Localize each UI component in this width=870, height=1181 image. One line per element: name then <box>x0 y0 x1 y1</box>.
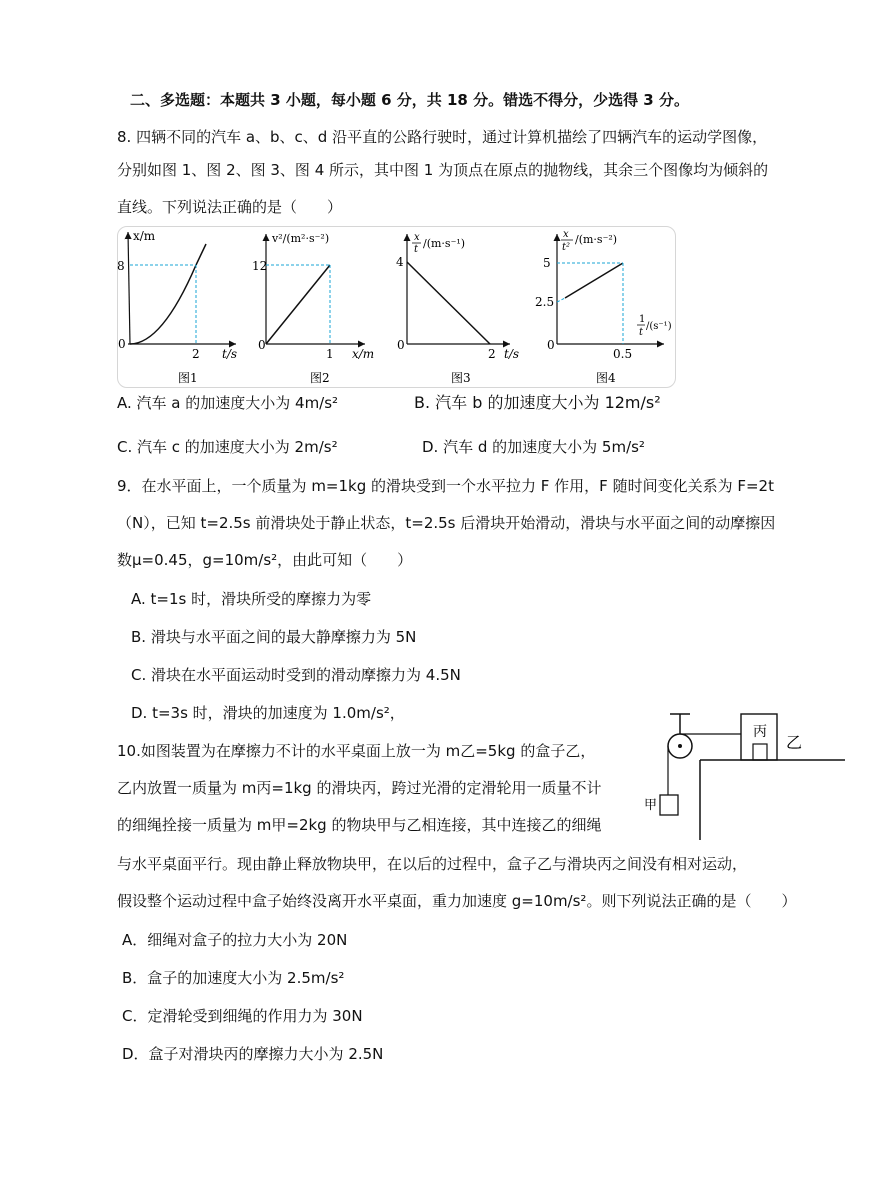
hanging-block <box>660 795 678 815</box>
fig1-xtick: 2 <box>192 347 200 361</box>
block-bing-label: 丙 <box>753 724 767 740</box>
q8-option-d[interactable]: D. 汽车 d 的加速度大小为 5m/s² <box>422 438 645 456</box>
box-yi-label: 乙 <box>786 733 803 752</box>
q10-stem-line1: 10.如图装置为在摩擦力不计的水平桌面上放一为 m乙=5kg 的盒子乙， <box>117 742 596 760</box>
figure-4 <box>535 229 672 385</box>
q8-stem-line2: 分别如图 1、图 2、图 3、图 4 所示，其中图 1 为顶点在原点的抛物线，其余三个图像均为倾斜的 <box>117 161 769 179</box>
fig3-ylabel-den: t <box>414 244 419 255</box>
q9-option-c[interactable]: C. 滑块在水平面运动时受到的滑动摩擦力为 4.5N <box>131 666 461 684</box>
q8-stem-line1: 8. 四辆不同的汽车 a、b、c、d 沿平直的公路行驶时，通过计算机描绘了四辆汽车的运动学图像， <box>117 128 768 146</box>
figure-3 <box>396 232 519 385</box>
hanging-block-label: 甲 <box>644 798 658 813</box>
fig3-ylabel-num: x <box>414 232 420 243</box>
q10-stem-line4: 与水平桌面平行。现由静止释放物块甲，在以后的过程中，盒子乙与滑块丙之间没有相对运动， <box>117 855 748 873</box>
q8-option-c[interactable]: C. 汽车 c 的加速度大小为 2m/s² <box>117 438 338 456</box>
fig4-xtick: 0.5 <box>613 347 633 361</box>
fig4-ylabel-unit: /(m·s⁻²) <box>575 233 618 246</box>
q10-option-b[interactable]: B．盒子的加速度大小为 2.5m/s² <box>122 969 345 987</box>
fig4-ytick-top: 5 <box>543 256 551 270</box>
q9-stem-line2: （N），已知 t=2.5s 前滑块处于静止状态，t=2.5s 后滑块开始滑动，滑块与水平面之间的动摩擦因 <box>117 514 776 532</box>
fig3-ytick: 4 <box>396 255 404 269</box>
fig4-line <box>565 263 623 298</box>
fig4-ylabel-num: x <box>563 229 569 240</box>
fig4-xlabel-num: 1 <box>639 314 646 325</box>
fig1-ylabel: x/m <box>133 229 156 243</box>
q9-stem-line3: 数μ=0.45，g=10m/s²，由此可知（ ） <box>117 551 413 569</box>
fig4-ytick-mid: 2.5 <box>535 295 555 309</box>
fig2-caption: 图2 <box>310 371 330 385</box>
fig2-xlabel: x/m <box>352 347 375 361</box>
fig1-ytick: 8 <box>117 259 125 273</box>
fig1-caption: 图1 <box>178 371 198 385</box>
fig1-parabola <box>130 244 206 344</box>
fig3-line <box>407 262 490 344</box>
section-heading: 二、多选题：本题共 3 小题，每小题 6 分，共 18 分。错选不得分，少选得 3 分。 <box>130 91 689 109</box>
fig4-xlabel-den: t <box>639 327 644 338</box>
fig4-caption: 图4 <box>596 371 616 385</box>
q9-option-d[interactable]: D. t=3s 时，滑块的加速度为 1.0m/s²， <box>131 704 405 722</box>
q10-option-c[interactable]: C．定滑轮受到细绳的作用力为 30N <box>122 1007 363 1025</box>
fig4-origin: 0 <box>547 338 555 352</box>
fig3-xtick: 2 <box>488 347 496 361</box>
fig3-caption: 图3 <box>451 371 471 385</box>
fig2-ytick: 12 <box>252 259 268 273</box>
fig3-ylabel-unit: /(m·s⁻¹) <box>423 237 466 250</box>
fig3-xlabel: t/s <box>504 347 520 361</box>
q10-option-a[interactable]: A．细绳对盒子的拉力大小为 20N <box>122 931 348 949</box>
fig2-line <box>266 265 330 344</box>
q10-stem-line5: 假设整个运动过程中盒子始终没离开水平桌面，重力加速度 g=10m/s²。则下列说法正确的是（ ） <box>117 892 797 910</box>
q10-stem-line3: 的细绳拴接一质量为 m甲=2kg 的物块甲与乙相连接，其中连接乙的细绳 <box>117 816 602 834</box>
fig1-xlabel: t/s <box>222 347 238 361</box>
fig3-origin: 0 <box>397 338 405 352</box>
q8-option-b[interactable]: B. 汽车 b 的加速度大小为 12m/s² <box>414 393 661 412</box>
q8-stem-line3: 直线。下列说法正确的是（ ） <box>117 198 343 216</box>
q10-apparatus-figure <box>644 714 845 840</box>
q8-option-a[interactable]: A. 汽车 a 的加速度大小为 4m/s² <box>117 394 339 412</box>
fig2-origin: 0 <box>258 338 266 352</box>
q10-option-d[interactable]: D．盒子对滑块丙的摩擦力大小为 2.5N <box>122 1045 384 1063</box>
figure-2 <box>252 232 374 385</box>
figure-1 <box>117 229 237 385</box>
fig1-origin: 0 <box>118 337 126 351</box>
q9-option-b[interactable]: B. 滑块与水平面之间的最大静摩擦力为 5N <box>131 628 417 646</box>
fig4-ylabel-den: t² <box>562 242 571 253</box>
q9-stem-line1: 9．在水平面上，一个质量为 m=1kg 的滑块受到一个水平拉力 F 作用，F 随时间变化关系为 F=2t <box>117 477 774 495</box>
q10-stem-line2: 乙内放置一质量为 m丙=1kg 的滑块丙，跨过光滑的定滑轮用一质量不计 <box>117 779 602 797</box>
q9-option-a[interactable]: A. t=1s 时，滑块所受的摩擦力为零 <box>131 590 372 608</box>
fig2-ylabel: v²/(m²·s⁻²) <box>272 232 330 245</box>
fig2-xtick: 1 <box>326 347 334 361</box>
block-bing <box>753 744 767 760</box>
fig4-xlabel-unit: /(s⁻¹) <box>646 321 672 332</box>
